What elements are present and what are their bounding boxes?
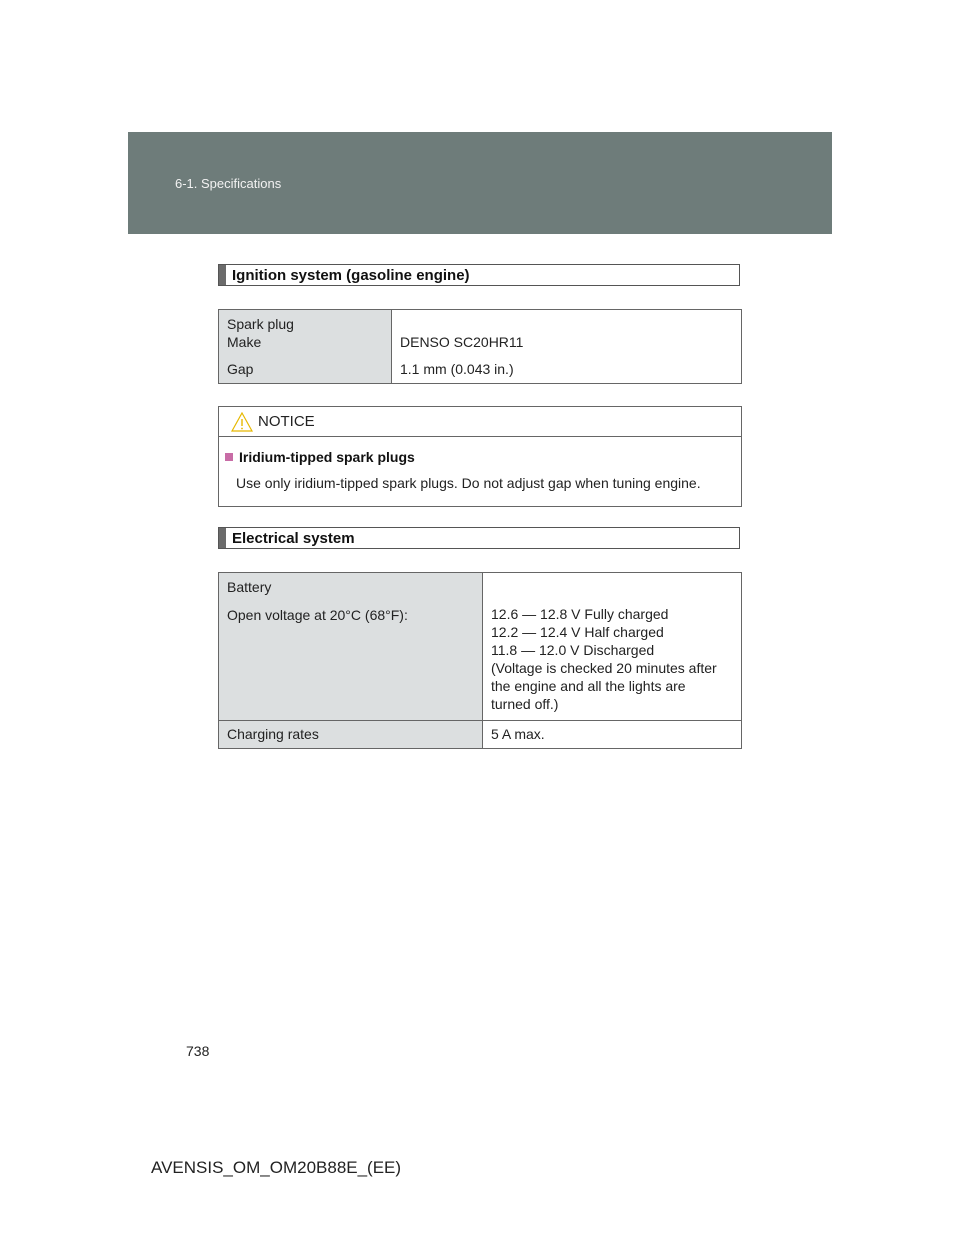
label-cell xyxy=(219,573,483,721)
electrical-heading-text: Electrical system xyxy=(232,530,355,547)
make-label: Make xyxy=(227,334,262,350)
notice-item-title xyxy=(225,449,415,465)
heading-bar xyxy=(219,528,226,548)
notice-box xyxy=(218,406,742,507)
value-cell xyxy=(392,310,742,384)
label-cell xyxy=(219,721,483,749)
ignition-heading xyxy=(218,264,740,286)
warning-triangle-icon xyxy=(231,412,253,432)
voltage-line: 12.2 — 12.4 V Half charged xyxy=(491,624,664,640)
header-band xyxy=(128,132,832,234)
gap-value: 1.1 mm (0.043 in.) xyxy=(400,361,514,377)
voltage-line: the engine and all the lights are xyxy=(491,678,686,694)
charging-value: 5 A max. xyxy=(491,726,545,742)
table-row xyxy=(219,573,742,721)
charging-label: Charging rates xyxy=(227,726,319,742)
document-id: AVENSIS_OM_OM20B88E_(EE) xyxy=(151,1158,402,1177)
voltage-line: 11.8 — 12.0 V Discharged xyxy=(491,642,655,658)
notice-item-title-text: Iridium-tipped spark plugs xyxy=(239,449,415,465)
notice-body: Use only iridium-tipped spark plugs. Do not adjust gap when tuning engine. xyxy=(236,475,701,491)
electrical-heading xyxy=(218,527,740,549)
heading-bar xyxy=(219,265,226,285)
ignition-heading-text: Ignition system (gasoline engine) xyxy=(232,267,470,284)
ignition-table xyxy=(218,309,742,384)
spark-plug-label: Spark plug xyxy=(227,316,294,332)
notice-header xyxy=(219,407,741,437)
value-cell xyxy=(483,573,742,721)
voltage-line: 12.6 — 12.8 V Fully charged xyxy=(491,606,669,622)
open-voltage-label: Open voltage at 20°C (68°F): xyxy=(227,607,408,623)
table-row xyxy=(219,721,742,749)
gap-label: Gap xyxy=(227,361,254,377)
square-bullet-icon xyxy=(225,453,233,461)
make-value: DENSO SC20HR11 xyxy=(400,334,524,350)
voltage-line: turned off.) xyxy=(491,696,559,712)
battery-label: Battery xyxy=(227,579,272,595)
section-label: 6-1. Specifications xyxy=(175,176,282,191)
table-row xyxy=(219,310,742,384)
label-cell xyxy=(219,310,392,384)
value-cell xyxy=(483,721,742,749)
notice-title: NOTICE xyxy=(258,413,315,430)
electrical-table xyxy=(218,572,742,749)
voltage-line: (Voltage is checked 20 minutes after xyxy=(491,660,717,676)
page-number: 738 xyxy=(186,1043,210,1059)
